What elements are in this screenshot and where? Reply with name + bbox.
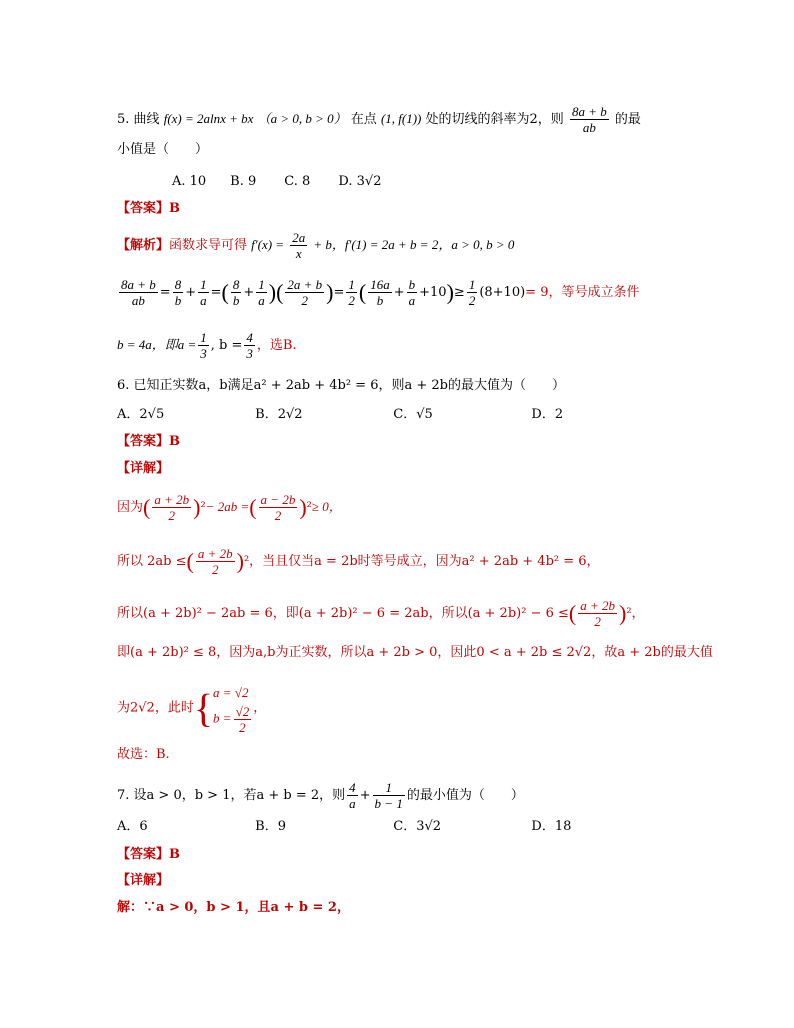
q5-analysis-line3: b = 4a，即a = $\frac{1}{3}$ , b = $\frac{4}{3}$ ，选B. <box>117 330 297 361</box>
q6-detail-line1: 因为( $\frac{a + 2b}{2}$ )²− 2ab =( $\frac{a - 2b}{2}$ )²≥ 0， <box>117 492 342 523</box>
q6-stem: 6. 已知正实数a，b满足a² + 2ab + 4b² = 6，则a + 2b的最大值为（ ） <box>117 378 565 393</box>
q7-option-a: A．6 <box>117 819 148 834</box>
q6-detail-line5: 为2√2，此时{a = √2 b = $\frac{√2}{2}$ ， <box>117 685 267 735</box>
q7-options <box>117 817 571 837</box>
q5-option-a: A. 10 <box>172 174 207 189</box>
q6-option-a: A．2√5 <box>117 407 165 422</box>
q7-stem: 7. 设a > 0，b > 1，若a + b = 2，则 $\frac{4}{a}$ + $\frac{1}{b - 1}$ 的最小值为（ ） <box>117 780 524 811</box>
q6-final: 故选：B. <box>117 747 170 762</box>
q5-fraction: $\frac{8a + b}{ab}$ <box>571 104 607 135</box>
q6-detail-label: 【详解】 <box>117 461 170 476</box>
q6-option-b: B．2√2 <box>255 407 303 422</box>
q7-option-d: D．18 <box>531 819 572 834</box>
q7-option-c: C．3√2 <box>393 819 442 834</box>
q5-option-d: D. 3√2 <box>338 174 382 189</box>
q7-number: 7. <box>117 788 130 803</box>
q5-analysis-line2: $\frac{8a + b}{ab}$ = $\frac{8}{b}$ + $\frac{1}{a}$ =( $\frac{8}{b}$ + $\frac{1}{a}$ )( $\frac{2a + b}{2}$ )= $\frac{1}{2}$ ( $\frac{16a}{b}$ + $\frac{b}{a}$ +10)≥ $\frac{1}{2}$ (8+10)= 9，等号成立条件 <box>121 277 640 308</box>
q7-answer: 【答案】B <box>117 847 181 862</box>
q6-option-d: D．2 <box>531 407 564 422</box>
q5-stem-line1: 5. 曲线 f(x) = 2alnx + bx （a > 0, b > 0） 在点 (1, f(1)) 处的切线的斜率为2，则 $\frac{8a + b}{ab}$ 的最 <box>117 104 641 135</box>
q6-detail-line3: 所以(a + 2b)² − 2ab = 6，即(a + 2b)² − 6 = 2ab，所以(a + 2b)² − 6 ≤( $\frac{a + 2b}{2}$ )²， <box>117 598 645 629</box>
q5-stem-line2: 小值是（ ） <box>117 142 209 157</box>
q6-detail-line2: 所以 2ab ≤( $\frac{a + 2b}{2}$ )²，当且仅当a = 2b时等号成立，因为a² + 2ab + 4b² = 6， <box>117 546 600 577</box>
q5-analysis-line1: 【解析】函数求导可得 f′(x) = $\frac{2a}{x}$ + b，f′(1) = 2a + b = 2，a > 0, b > 0 <box>117 230 515 261</box>
q7-solution: 解：∵a > 0，b > 1，且a + b = 2， <box>117 900 350 915</box>
q6-answer: 【答案】B <box>117 434 181 449</box>
q6-number: 6. <box>117 378 130 393</box>
q5-number: 5. <box>117 112 130 127</box>
q5-answer: 【答案】B <box>117 201 181 216</box>
q5-option-b: B. 9 <box>230 174 257 189</box>
q6-option-c: C．√5 <box>393 407 433 422</box>
q6-detail-line4: 即(a + 2b)² ≤ 8，因为a,b为正实数，所以a + 2b > 0，因此0 < a + 2b ≤ 2√2，故a + 2b的最大值 <box>117 645 713 660</box>
q7-option-b: B．9 <box>255 819 286 834</box>
q6-options <box>117 405 563 425</box>
q5-options <box>172 172 381 192</box>
q7-detail-label: 【详解】 <box>117 873 170 888</box>
q5-option-c: C. 8 <box>284 174 311 189</box>
